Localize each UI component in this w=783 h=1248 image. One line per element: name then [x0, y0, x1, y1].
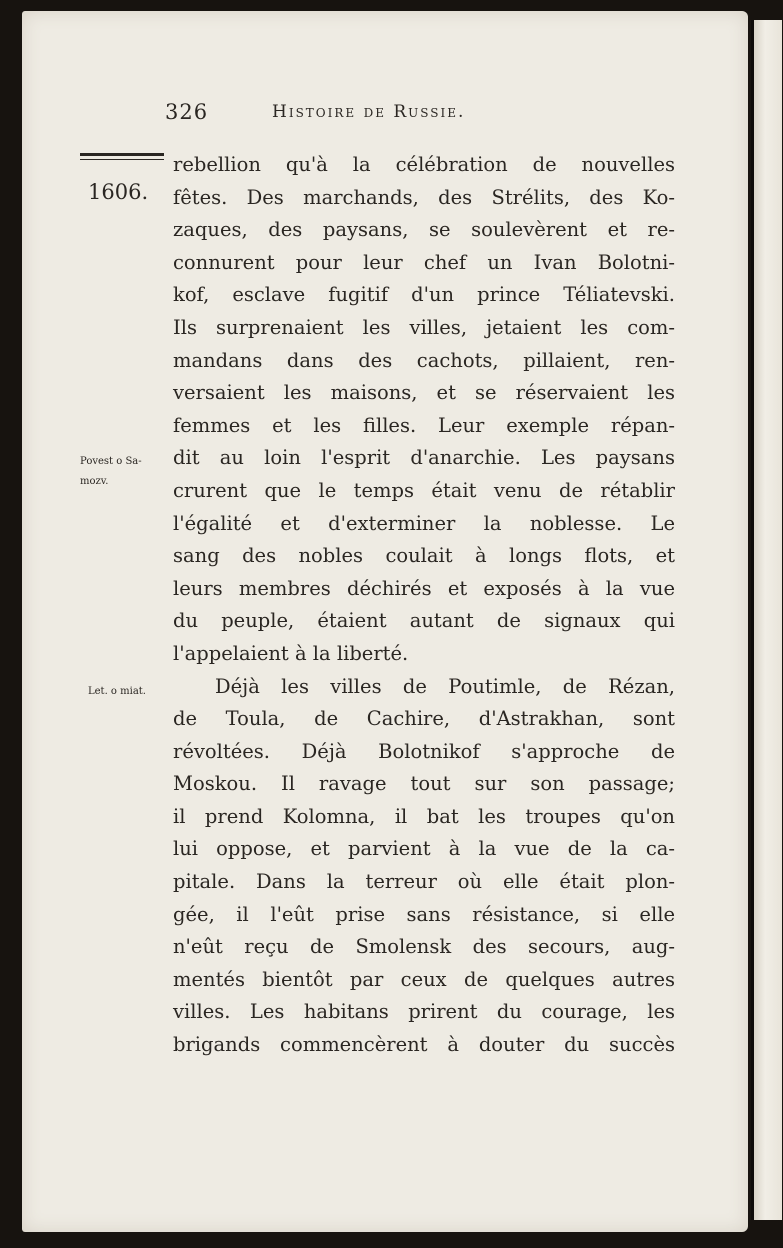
next-page-edge	[751, 20, 782, 1220]
text-line: mentés bientôt par ceux de quelques autres	[173, 967, 675, 991]
text-line: zaques, des paysans, se soulevèrent et re-	[173, 218, 675, 242]
text-line: brigands commencèrent à douter du succès	[173, 1033, 675, 1057]
text-line: pitale. Dans la terreur où elle était plon-	[173, 870, 675, 894]
rule-thick-line	[80, 153, 164, 156]
text-line: Déjà les villes de Poutimle, de Rézan,	[215, 674, 675, 698]
text-line: révoltées. Déjà Bolotnikof s'approche de	[173, 739, 675, 763]
text-line: mandans dans des cachots, pillaient, ren-	[173, 348, 675, 372]
margin-note-source-1-line-2: mozv.	[80, 476, 109, 487]
text-line: kof, esclave fugitif d'un prince Téliatevski.	[173, 283, 675, 307]
text-line: dit au loin l'esprit d'anarchie. Les paysans	[173, 446, 675, 470]
text-line: villes. Les habitans prirent du courage, les	[173, 1000, 675, 1024]
text-line: fêtes. Des marchands, des Strélits, des Ko-	[173, 185, 675, 209]
text-line: femmes et les filles. Leur exemple répan-	[173, 413, 675, 437]
section-rule	[80, 153, 164, 163]
text-line: versaient les maisons, et se réservaient les	[173, 381, 675, 405]
text-line: de Toula, de Cachire, d'Astrakhan, sont	[173, 707, 675, 731]
margin-note-source-1-line-1: Povest o Sa-	[80, 456, 142, 467]
margin-year: 1606.	[88, 180, 149, 204]
page-header	[165, 100, 677, 132]
text-line: gée, il l'eût prise sans résistance, si elle	[173, 902, 675, 926]
page-number: 326	[165, 100, 209, 124]
text-line: leurs membres déchirés et exposés à la vue	[173, 576, 675, 600]
text-line: Moskou. Il ravage tout sur son passage;	[173, 772, 675, 796]
text-line: l'appelaient à la liberté.	[173, 641, 409, 665]
text-line: crurent que le temps était venu de rétablir	[173, 478, 675, 502]
text-line: il prend Kolomna, il bat les troupes qu'on	[173, 804, 675, 828]
text-line: n'eût reçu de Smolensk des secours, aug-	[173, 935, 675, 959]
text-line: rebellion qu'à la célébration de nouvelles	[173, 153, 675, 176]
text-line: connurent pour leur chef un Ivan Bolotni-	[173, 250, 675, 274]
text-line: lui oppose, et parvient à la vue de la ca-	[173, 837, 675, 861]
body-text	[173, 149, 675, 1062]
running-title: Histoire de Russie.	[272, 102, 466, 122]
text-line: Ils surprenaient les villes, jetaient les com-	[173, 315, 675, 339]
rule-thin-line	[80, 159, 164, 160]
text-line: du peuple, étaient autant de signaux qui	[173, 609, 675, 633]
text-line: sang des nobles coulait à longs flots, et	[173, 544, 675, 568]
text-line: l'égalité et d'exterminer la noblesse. Le	[173, 511, 675, 535]
margin-note-source-2: Let. o miat.	[88, 686, 146, 697]
